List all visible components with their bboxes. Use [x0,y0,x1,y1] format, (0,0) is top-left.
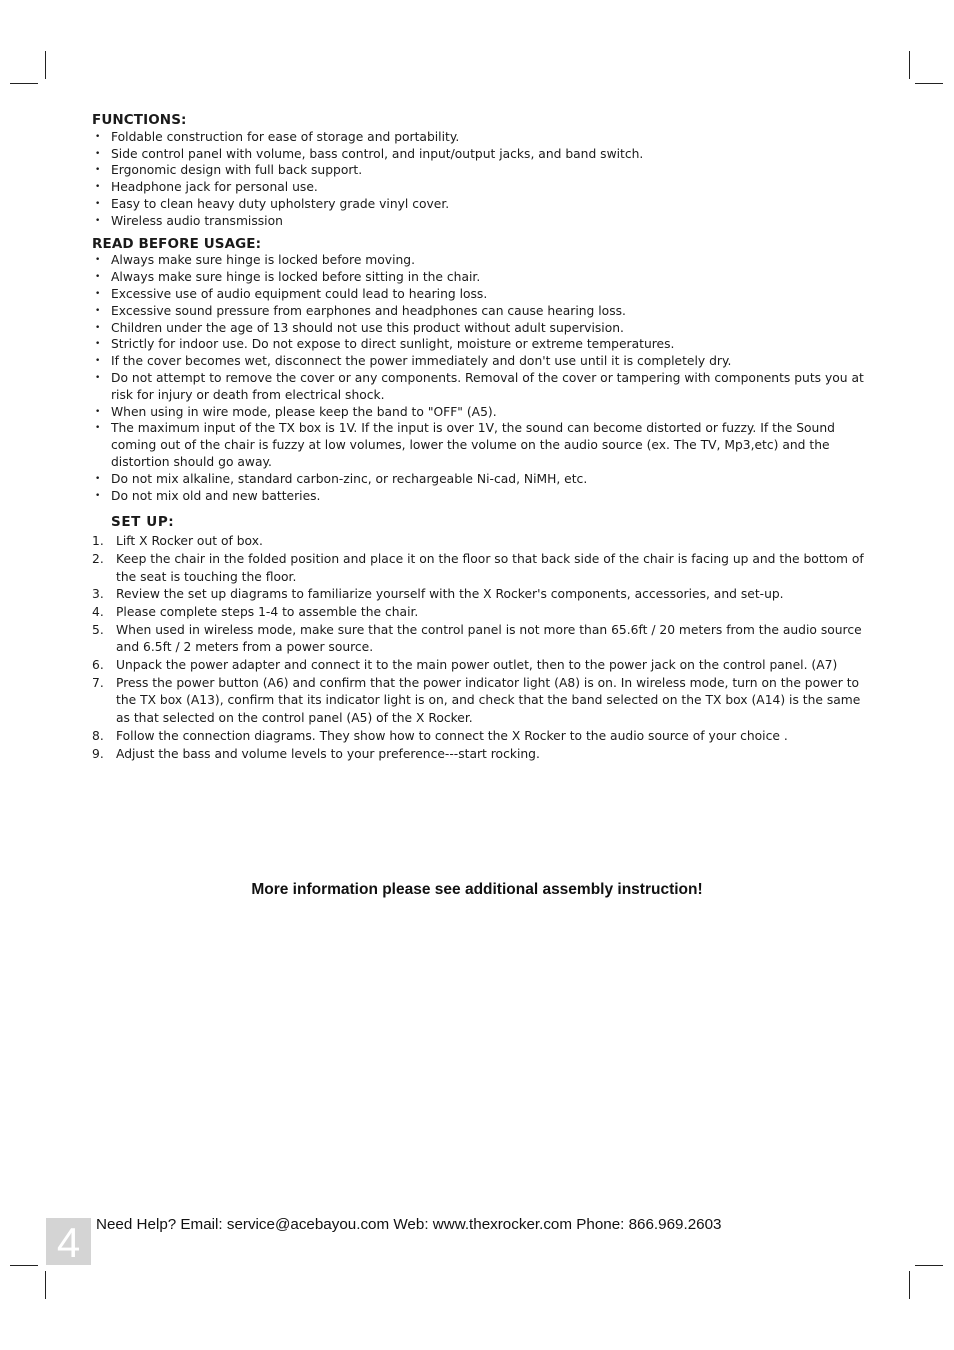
list-item: • Excessive sound pressure from earphones and headphones can cause hearing loss. [92,303,872,320]
step-number: 7. [92,675,104,690]
list-item: • Ergonomic design with full back support. [92,162,872,179]
step-number: 3. [92,587,104,602]
list-item: • Always make sure hinge is locked before sitting in the chair. [92,269,872,286]
list-item: • Children under the age of 13 should not use this product without adult supervision. [92,320,872,337]
read-before-usage-heading: READ BEFORE USAGE: [92,235,262,252]
setup-step [92,622,872,657]
list-item: • Wireless audio transmission [92,213,872,230]
setup-step [92,533,872,551]
functions-heading: FUNCTIONS: [92,112,187,128]
functions-list [92,129,872,230]
list-item: • Headphone jack for personal use. [92,179,872,196]
setup-heading: SET UP: [111,514,175,531]
setup-steps [92,533,872,763]
step-number: 6. [92,658,104,673]
list-item: • The maximum input of the TX box is 1V. If the input is over 1V, the sound can become distorted or fuzzy. If the Sound coming out of the chair is fuzzy at low volumes, lower the volume on the audio source (ex. The TV, Mp3,etc) and the distortion should go away. [92,420,872,470]
step-number: 4. [92,604,104,619]
setup-step [92,604,872,622]
list-item: • Easy to clean heavy duty upholstery grade vinyl cover. [92,196,872,213]
more-information-note: More information please see additional assembly instruction! [251,881,703,898]
step-text: Adjust the bass and volume levels to your preference---start rocking. [116,746,540,761]
page-number: 4 [56,1219,81,1266]
list-item: • If the cover becomes wet, disconnect the power immediately and don't use until it is completely dry. [92,353,872,370]
setup-step [92,657,872,675]
list-item: • Do not mix alkaline, standard carbon-zinc, or rechargeable Ni-cad, NiMH, etc. [92,471,872,488]
list-item: • Foldable construction for ease of storage and portability. [92,129,872,146]
step-text: Review the set up diagrams to familiarize yourself with the X Rocker's components, accessories, and set-up. [116,587,784,602]
crop-mark [915,1265,943,1266]
crop-mark [909,1271,910,1299]
step-text: Press the power button (A6) and confirm that the power indicator light (A8) is on. In wireless mode, turn on the power to the TX box (A13), confirm that its indicator light is on, and check that the band selected on the TX box (A14) is the same as that selected on the control panel (A5) of the X Rocker. [116,675,861,726]
list-item: • Excessive use of audio equipment could lead to hearing loss. [92,286,872,303]
crop-mark [45,1271,46,1299]
list-item: • Do not attempt to remove the cover or any components. Removal of the cover or tampering with components puts you at risk for injury or death from electrical shock. [92,370,872,404]
setup-step [92,728,872,746]
step-number: 9. [92,746,104,761]
list-item: • Strictly for indoor use. Do not expose to direct sunlight, moisture or extreme temperatures. [92,336,872,353]
step-text: When used in wireless mode, make sure that the control panel is not more than 65.6ft / 20 meters from the audio source and 6.5ft / 2 meters from a power source. [116,622,862,655]
manual-content [92,112,872,763]
crop-mark [45,51,46,79]
step-number: 1. [92,534,104,549]
setup-step [92,586,872,604]
read-before-usage-list [92,252,872,504]
crop-mark [915,83,943,84]
setup-step [92,675,872,728]
step-number: 5. [92,622,104,637]
setup-step [92,551,872,586]
list-item: • Do not mix old and new batteries. [92,488,872,505]
crop-mark [909,51,910,79]
crop-mark [10,83,38,84]
list-item: • When using in wire mode, please keep the band to "OFF" (A5). [92,404,872,421]
crop-mark [10,1265,38,1266]
step-number: 8. [92,728,104,743]
page-number-box [46,1218,91,1265]
step-text: Please complete steps 1-4 to assemble the chair. [116,604,419,619]
step-text: Lift X Rocker out of box. [116,534,263,549]
step-text: Follow the connection diagrams. They show how to connect the X Rocker to the audio source of your choice . [116,728,788,743]
step-text: Unpack the power adapter and connect it to the main power outlet, then to the power jack on the control panel. (A7) [116,658,838,673]
list-item: • Always make sure hinge is locked before moving. [92,252,872,269]
help-contact-line: Need Help? Email: service@acebayou.com Web: www.thexrocker.com Phone: 866.969.2603 [96,1216,722,1233]
setup-step [92,746,872,764]
step-text: Keep the chair in the folded position and place it on the floor so that back side of the chair is facing up and the bottom of the seat is touching the floor. [116,551,864,584]
list-item: • Side control panel with volume, bass control, and input/output jacks, and band switch. [92,146,872,163]
step-number: 2. [92,551,104,566]
